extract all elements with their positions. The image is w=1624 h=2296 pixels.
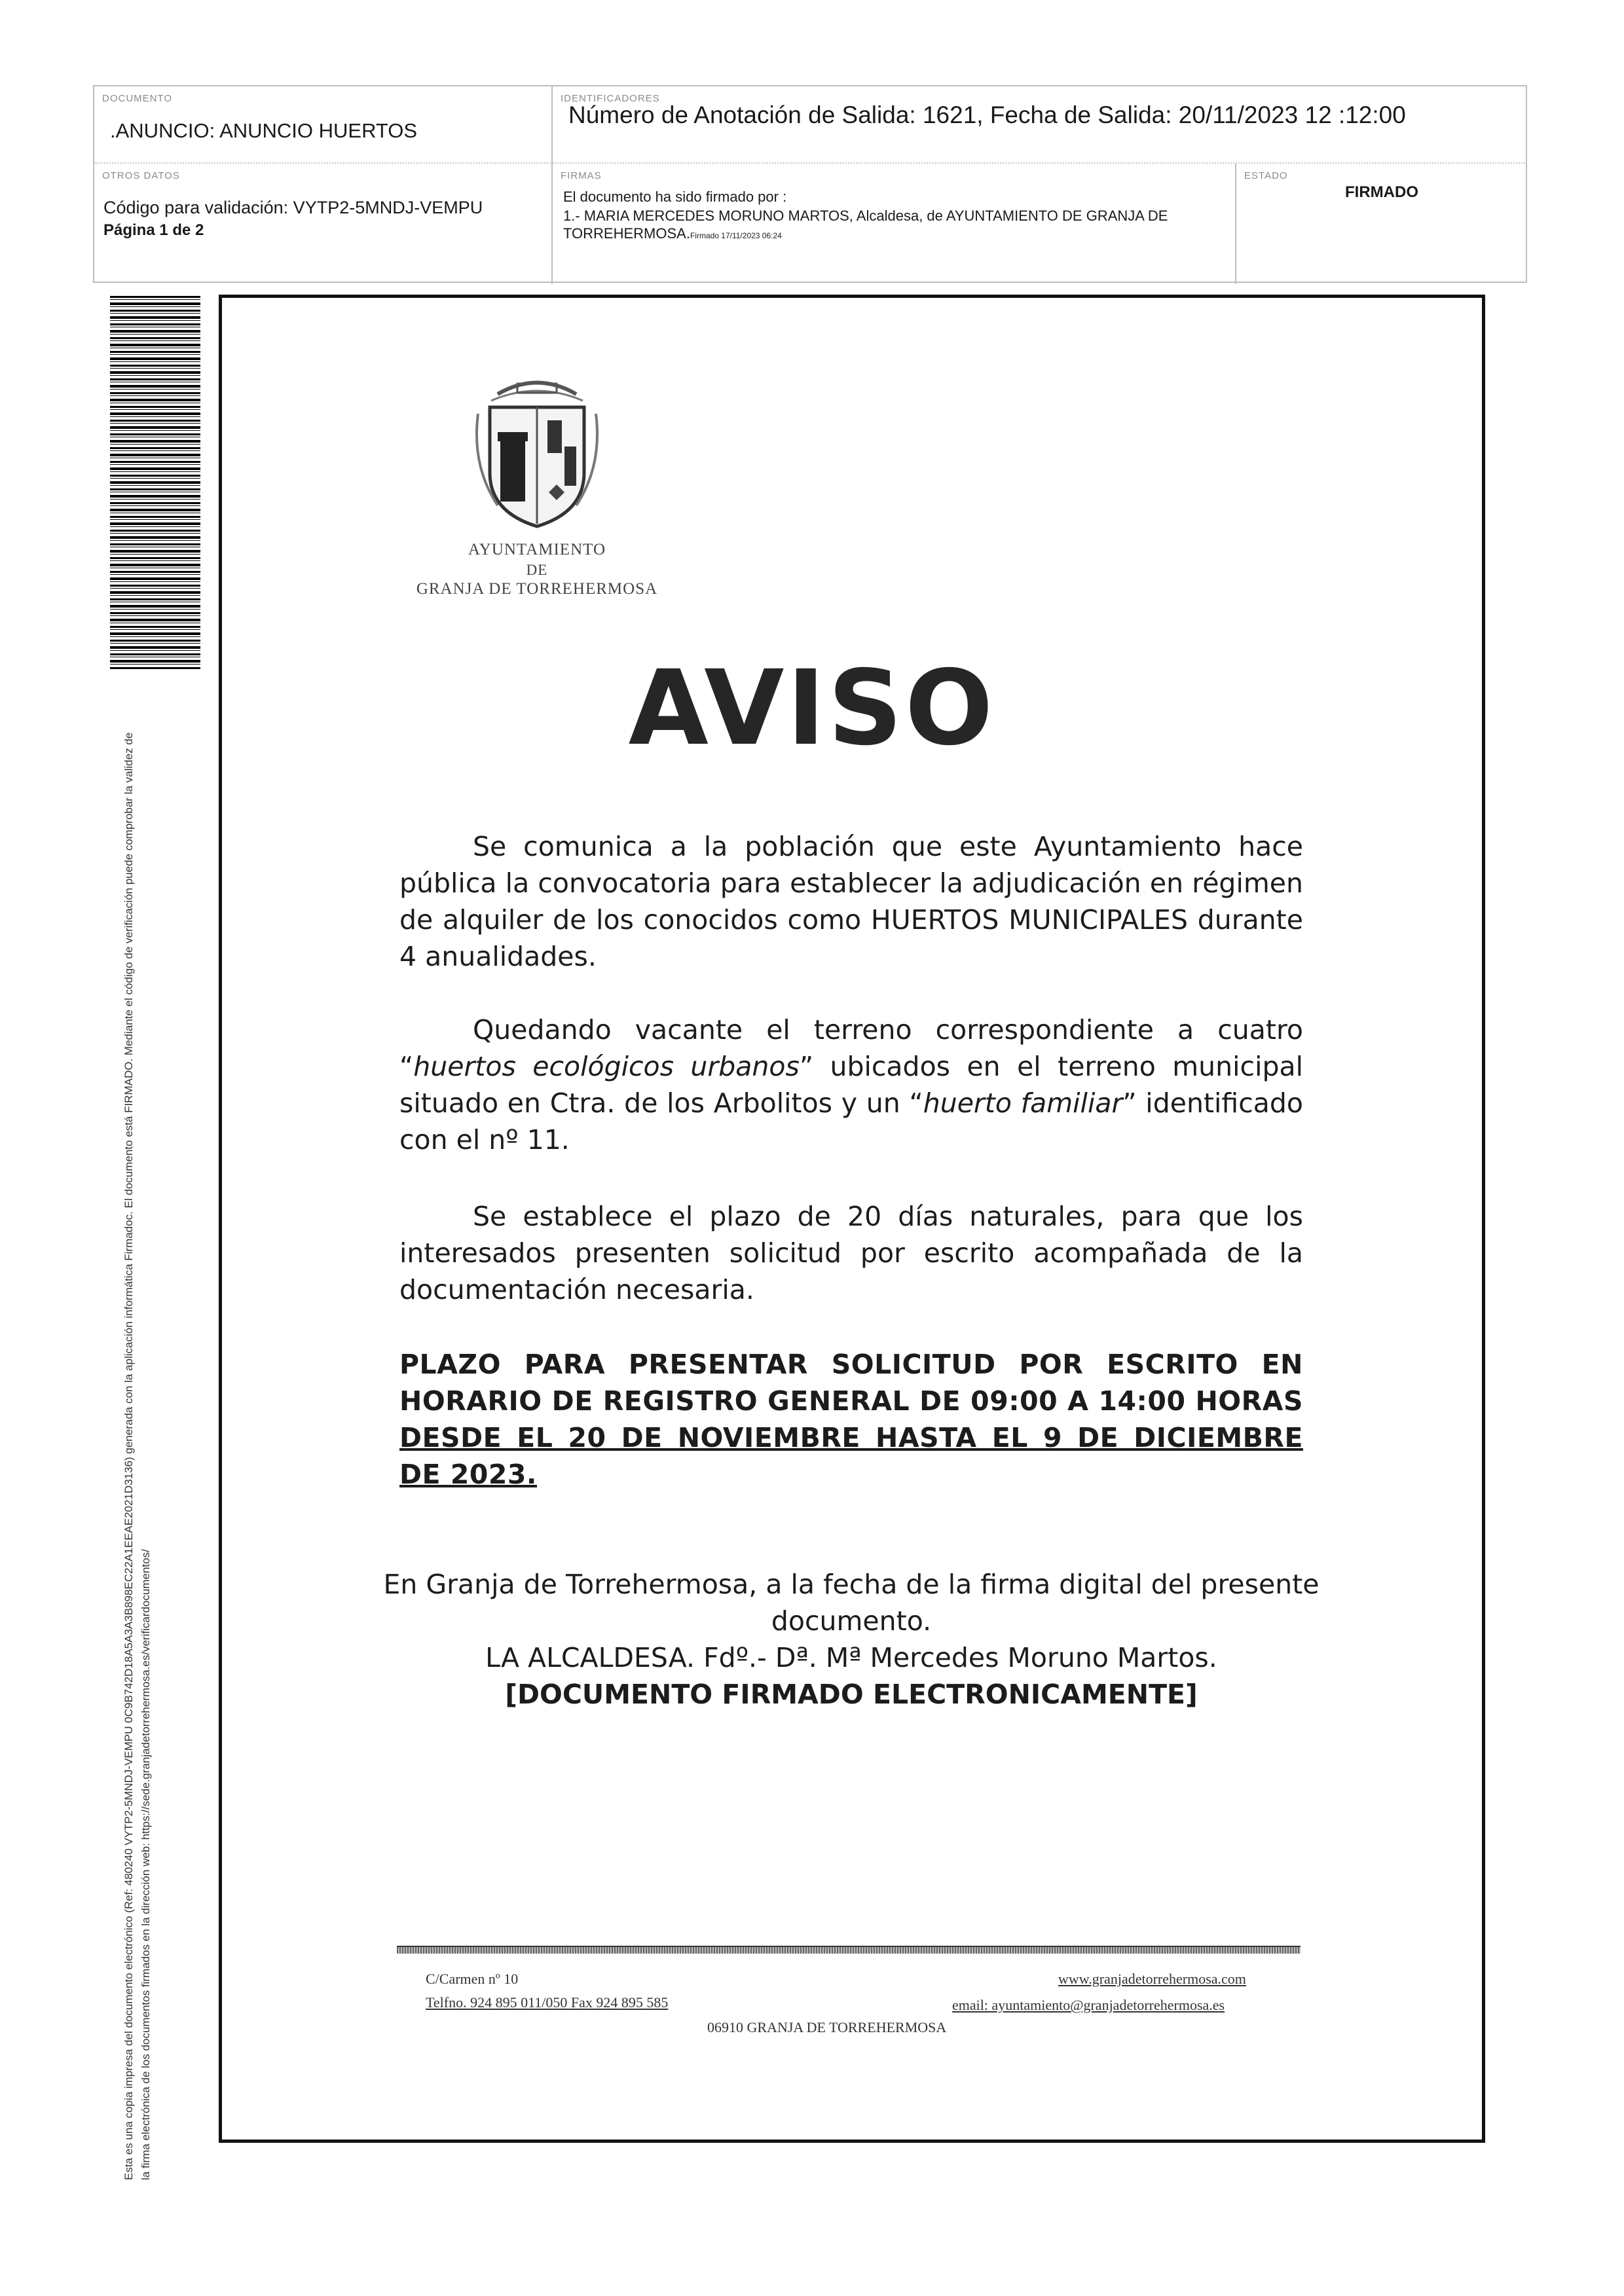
coat-of-arms-icon — [471, 374, 602, 532]
deadline-dates: DESDE EL 20 DE NOVIEMBRE HASTA EL 9 DE DICIEMBRE DE 2023. — [399, 1422, 1303, 1490]
paragraph-2-part-a: Quedando vacante el terreno correspondiente a cuatro “ — [399, 1014, 1303, 1082]
otros-datos-cell — [94, 164, 553, 284]
closing-block — [367, 1566, 1336, 1713]
paragraph-1-text: Se comunica a la población que este Ayuntamiento hace pública la convocatoria para establecer la adjudicación en régimen de alquiler de los conocidos como HUERTOS MUNICIPALES durante 4 anualidades. — [399, 831, 1303, 972]
documento-label: DOCUMENTO — [102, 93, 173, 104]
footer-email[interactable]: email: ayuntamiento@granjadetorrehermosa.es — [952, 1997, 1225, 2013]
codigo-validacion: Código para validación: VYTP2-5MNDJ-VEMPU — [103, 198, 483, 217]
pagina-indicator: Página 1 de 2 — [103, 221, 204, 239]
estado-cell — [1236, 164, 1527, 284]
verification-note: Esta es una copia impresa del documento electrónico (Ref: 480240 VYTP2-5MNDJ-VEMPU 0C9B742D18A5A3A3B898EC22A1EEAE2021D3136) generada con la aplicación informática Firmadoc. El documento está FIRMADO. Mediante el código de verificación puede comprobar la validez de la firma electrónica de los documentos firmados en la dirección web: https://sede.granjadetorrehermosa.es/verificardocumentos/ — [122, 732, 152, 2180]
firma-fecha: Firmado 17/11/2023 06:24 — [690, 231, 782, 240]
footer-phone: Telfno. 924 895 011/050 Fax 924 895 585 — [426, 1994, 669, 2011]
barcode — [110, 296, 200, 669]
closing-line-3: [DOCUMENTO FIRMADO ELECTRONICAMENTE] — [505, 1679, 1198, 1710]
otros-datos-label: OTROS DATOS — [102, 170, 180, 181]
crest-line-1: AYUNTAMIENTO — [468, 541, 606, 558]
paragraph-2-part-c: ” ubicados en el terreno municipal situado en Ctra. de los Arbolitos y un “ — [399, 1051, 1304, 1119]
paragraph-2 — [399, 1011, 1303, 1158]
estado-value: FIRMADO — [1345, 183, 1418, 201]
paragraph-2-part-e: ” identificado con el nº 11. — [399, 1087, 1303, 1156]
deadline-paragraph — [399, 1346, 1303, 1493]
identificadores-value: Número de Anotación de Salida: 1621, Fecha de Salida: 20/11/2023 12 :12:00 — [568, 101, 1406, 128]
identificadores-cell — [553, 86, 1527, 164]
estado-label: ESTADO — [1244, 170, 1288, 181]
paragraph-2-italic-1: huertos ecológicos urbanos — [413, 1051, 800, 1082]
paragraph-3 — [399, 1198, 1303, 1308]
crest-line-2: DE — [526, 562, 548, 578]
footer-postal: 06910 GRANJA DE TORREHERMOSA — [707, 2019, 947, 2035]
firmante — [563, 207, 1218, 245]
firmante-name: 1.- MARIA MERCEDES MORUNO MARTOS, Alcaldesa, de AYUNTAMIENTO DE GRANJA DE TORREHERMOSA. — [563, 208, 1168, 242]
firmas-label: FIRMAS — [561, 170, 602, 181]
paragraph-2-italic-2: huerto familiar — [923, 1087, 1123, 1119]
documento-cell — [94, 86, 553, 164]
footer-address: C/Carmen nº 10 — [426, 1971, 519, 1987]
closing-line-2: LA ALCALDESA. Fdº.- Dª. Mª Mercedes Moruno Martos. — [485, 1642, 1217, 1673]
notice-title: AVISO — [628, 648, 996, 769]
document-header-table — [93, 85, 1527, 283]
paragraph-1 — [399, 828, 1303, 975]
deadline-text: PLAZO PARA PRESENTAR SOLICITUD POR ESCRITO EN HORARIO DE REGISTRO GENERAL DE 09:00 A 14:00 HORAS — [399, 1349, 1303, 1417]
firmado-por: El documento ha sido firmado por : — [563, 189, 787, 205]
firmas-cell — [553, 164, 1236, 284]
crest-line-3: GRANJA DE TORREHERMOSA — [416, 580, 658, 598]
identificadores-label: IDENTIFICADORES — [561, 93, 660, 104]
documento-value: .ANUNCIO: ANUNCIO HUERTOS — [110, 119, 418, 142]
closing-line-1: En Granja de Torrehermosa, a la fecha de la firma digital del presente documento. — [383, 1569, 1320, 1637]
footer-web[interactable]: www.granjadetorrehermosa.com — [1058, 1971, 1246, 1987]
paragraph-3-text: Se establece el plazo de 20 días naturales, para que los interesados presenten solicitud por escrito acompañada de la documentación necesaria. — [399, 1201, 1303, 1305]
footer-divider — [397, 1946, 1301, 1954]
